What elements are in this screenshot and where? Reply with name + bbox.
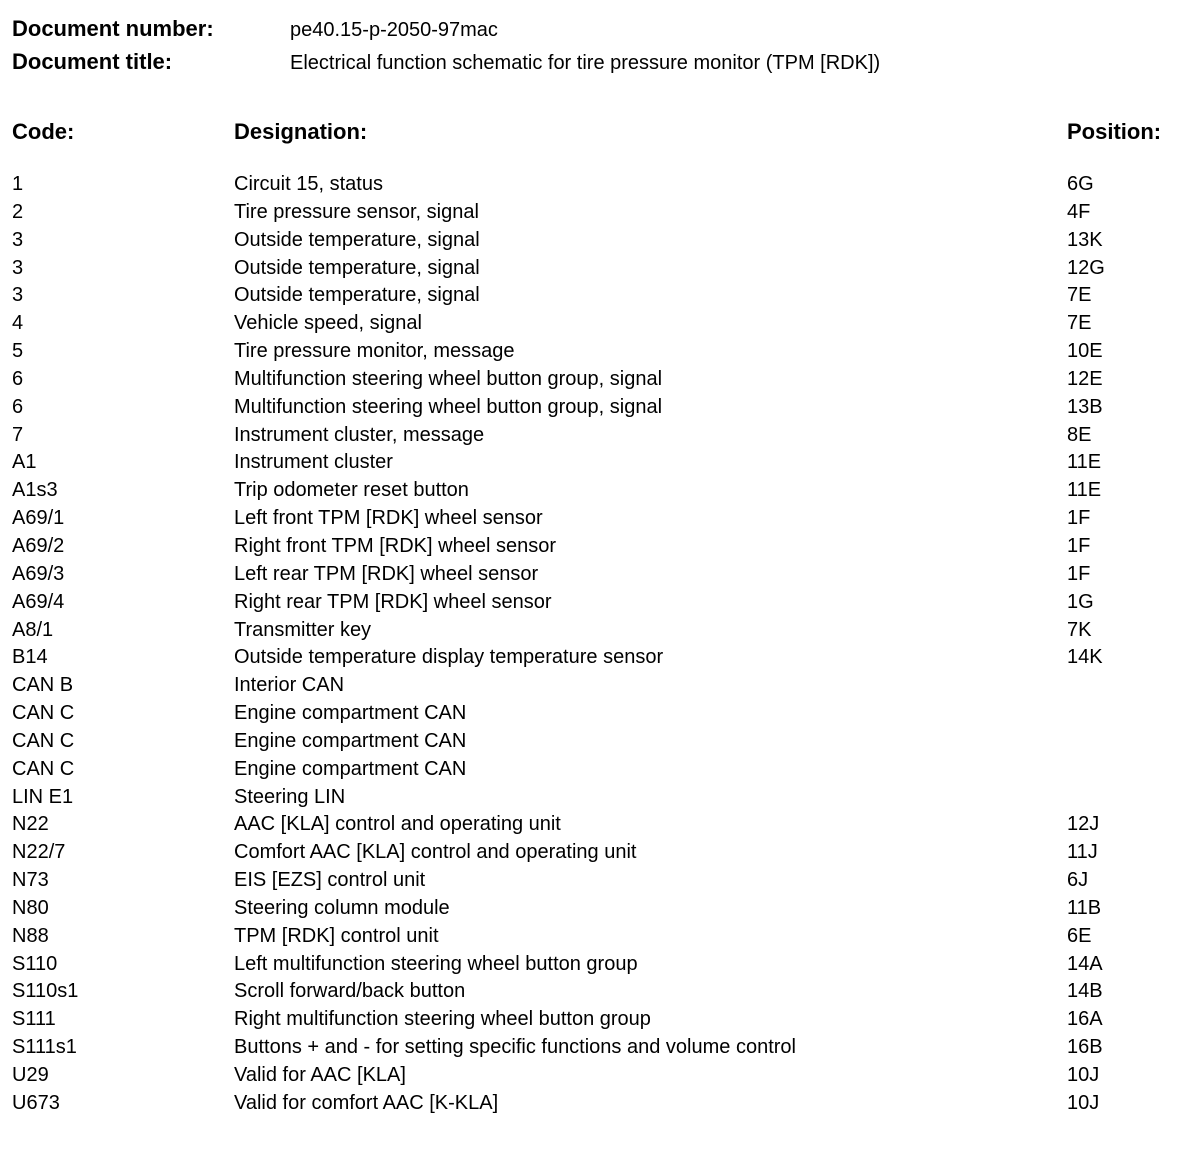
table-row [0, 449, 1186, 477]
designation-cell: Engine compartment CAN [234, 702, 467, 725]
code-cell: N73 [12, 869, 49, 892]
position-cell: 13B [1067, 395, 1103, 418]
designation-cell: TPM [RDK] control unit [234, 924, 439, 947]
position-cell: 11B [1067, 896, 1102, 919]
document-title-label: Document title: [12, 49, 173, 74]
position-cell: 12G [1067, 256, 1105, 279]
table-row [0, 282, 1186, 310]
position-cell: 13K [1067, 228, 1103, 251]
code-cell: 7 [12, 423, 24, 446]
code-cell: A1s3 [12, 479, 58, 502]
designation-cell: Right rear TPM [RDK] wheel sensor [234, 590, 552, 613]
code-cell: A69/1 [12, 507, 65, 530]
header-designation: Designation: [234, 119, 368, 144]
position-cell: 16A [1067, 1008, 1103, 1031]
table-row [0, 1062, 1186, 1090]
document-number-row [12, 15, 1112, 45]
table-row [0, 811, 1186, 839]
position-cell: 12J [1067, 813, 1100, 836]
table-row [0, 366, 1186, 394]
table-row [0, 867, 1186, 895]
designation-cell: Engine compartment CAN [234, 757, 467, 780]
table-row [0, 533, 1186, 561]
position-cell: 10J [1067, 1064, 1100, 1086]
code-cell: S110s1 [12, 980, 79, 1003]
designation-cell: Circuit 15, status [234, 173, 383, 195]
designation-cell: Valid for comfort AAC [K-KLA] [234, 1091, 499, 1114]
table-row [0, 617, 1186, 645]
designation-cell: Multifunction steering wheel button group, signal [234, 395, 663, 418]
table-row [0, 338, 1186, 366]
position-cell: 1F [1067, 534, 1091, 557]
code-cell: U29 [12, 1064, 49, 1086]
table-row [0, 227, 1186, 255]
header-code: Code: [12, 119, 75, 144]
table-row [0, 951, 1186, 979]
position-cell: 4F [1067, 200, 1091, 223]
code-cell: N88 [12, 924, 49, 947]
designation-cell: Right multifunction steering wheel button group [234, 1008, 651, 1031]
table-row [0, 756, 1186, 784]
table-row [0, 422, 1186, 450]
table-row [0, 895, 1186, 923]
position-cell: 7K [1067, 618, 1092, 641]
table-row [0, 923, 1186, 951]
designation-cell: Comfort AAC [KLA] control and operating unit [234, 841, 637, 864]
header-position: Position: [1067, 119, 1162, 144]
position-cell: 16B [1067, 1036, 1103, 1059]
designation-cell: Valid for AAC [KLA] [234, 1064, 406, 1086]
table-row [0, 561, 1186, 589]
code-cell: B14 [12, 646, 48, 669]
code-cell: LIN E1 [12, 785, 74, 808]
code-cell: A8/1 [12, 618, 54, 641]
designation-cell: Engine compartment CAN [234, 729, 467, 752]
code-cell: N22 [12, 813, 49, 836]
designation-cell: AAC [KLA] control and operating unit [234, 813, 561, 836]
code-cell: A69/2 [12, 534, 65, 557]
code-cell: S110 [12, 952, 58, 975]
code-cell: CAN C [12, 757, 75, 780]
position-cell: 11E [1067, 479, 1102, 502]
table-row [0, 839, 1186, 867]
code-cell: CAN C [12, 702, 75, 725]
table-row [0, 255, 1186, 283]
position-cell: 14B [1067, 980, 1103, 1003]
designation-cell: Tire pressure sensor, signal [234, 200, 479, 223]
table-row [0, 394, 1186, 422]
table-row [0, 978, 1186, 1006]
code-cell: A1 [12, 451, 37, 474]
position-cell: 7E [1067, 312, 1092, 335]
code-cell: 6 [12, 367, 24, 390]
code-cell: 5 [12, 340, 24, 363]
position-cell: 11E [1067, 451, 1102, 474]
position-cell: 1G [1067, 590, 1094, 613]
position-cell: 10J [1067, 1091, 1100, 1114]
designation-cell: Trip odometer reset button [234, 479, 469, 502]
document-number-value: pe40.15-p-2050-97mac [290, 19, 498, 41]
position-cell: 8E [1067, 423, 1092, 446]
designation-cell: Steering column module [234, 896, 450, 919]
table-row [0, 1006, 1186, 1034]
code-cell: S111 [12, 1008, 56, 1031]
designation-cell: Left multifunction steering wheel button group [234, 952, 638, 975]
designation-cell: Instrument cluster [234, 451, 393, 474]
designation-cell: Tire pressure monitor, message [234, 340, 515, 363]
designation-cell: Outside temperature, signal [234, 256, 480, 279]
table-row [0, 700, 1186, 728]
code-cell: 2 [12, 200, 24, 223]
position-cell: 6E [1067, 924, 1092, 947]
position-cell: 10E [1067, 340, 1103, 363]
designation-cell: Left front TPM [RDK] wheel sensor [234, 507, 543, 530]
table-row [0, 589, 1186, 617]
table-row [0, 199, 1186, 227]
code-cell: A69/3 [12, 562, 65, 585]
table-row [0, 505, 1186, 533]
table-row [0, 1090, 1186, 1118]
table-row [0, 310, 1186, 338]
designation-cell: Right front TPM [RDK] wheel sensor [234, 534, 556, 557]
position-cell: 6G [1067, 173, 1094, 195]
code-cell: 3 [12, 228, 24, 251]
table-row [0, 171, 1186, 199]
position-cell: 1F [1067, 507, 1091, 530]
position-cell: 1F [1067, 562, 1091, 585]
designation-cell: Interior CAN [234, 674, 345, 697]
document-title-value: Electrical function schematic for tire pressure monitor (TPM [RDK]) [290, 52, 881, 74]
table-row [0, 728, 1186, 756]
code-cell: N22/7 [12, 841, 66, 864]
document-number-label: Document number: [12, 16, 214, 41]
designation-cell: Multifunction steering wheel button group, signal [234, 367, 663, 390]
position-cell: 7E [1067, 284, 1092, 307]
code-cell: CAN C [12, 729, 75, 752]
legend-table-body [0, 171, 1186, 1118]
position-cell: 14A [1067, 952, 1103, 975]
code-cell: 3 [12, 256, 24, 279]
position-cell: 6J [1067, 869, 1089, 892]
code-cell: 3 [12, 284, 24, 307]
designation-cell: Left rear TPM [RDK] wheel sensor [234, 562, 539, 585]
designation-cell: Instrument cluster, message [234, 423, 485, 446]
designation-cell: Vehicle speed, signal [234, 312, 422, 335]
designation-cell: Scroll forward/back button [234, 980, 466, 1003]
code-cell: A69/4 [12, 590, 65, 613]
code-cell: U673 [12, 1091, 60, 1114]
designation-cell: Steering LIN [234, 785, 346, 808]
code-cell: 4 [12, 312, 24, 335]
designation-cell: Transmitter key [234, 618, 372, 641]
table-row [0, 672, 1186, 700]
code-cell: CAN B [12, 674, 74, 697]
code-cell: S111s1 [12, 1036, 77, 1059]
designation-cell: Buttons + and - for setting specific functions and volume control [234, 1036, 796, 1059]
position-cell: 14K [1067, 646, 1103, 669]
document-title-row [12, 48, 1112, 78]
designation-cell: Outside temperature display temperature sensor [234, 646, 664, 669]
table-row [0, 784, 1186, 812]
code-cell: 1 [12, 173, 24, 195]
table-row [0, 1034, 1186, 1062]
code-cell: N80 [12, 896, 49, 919]
designation-cell: Outside temperature, signal [234, 284, 480, 307]
designation-cell: Outside temperature, signal [234, 228, 480, 251]
position-cell: 11J [1067, 841, 1098, 864]
code-cell: 6 [12, 395, 24, 418]
designation-cell: EIS [EZS] control unit [234, 869, 426, 892]
table-row [0, 477, 1186, 505]
position-cell: 12E [1067, 367, 1103, 390]
table-row [0, 644, 1186, 672]
